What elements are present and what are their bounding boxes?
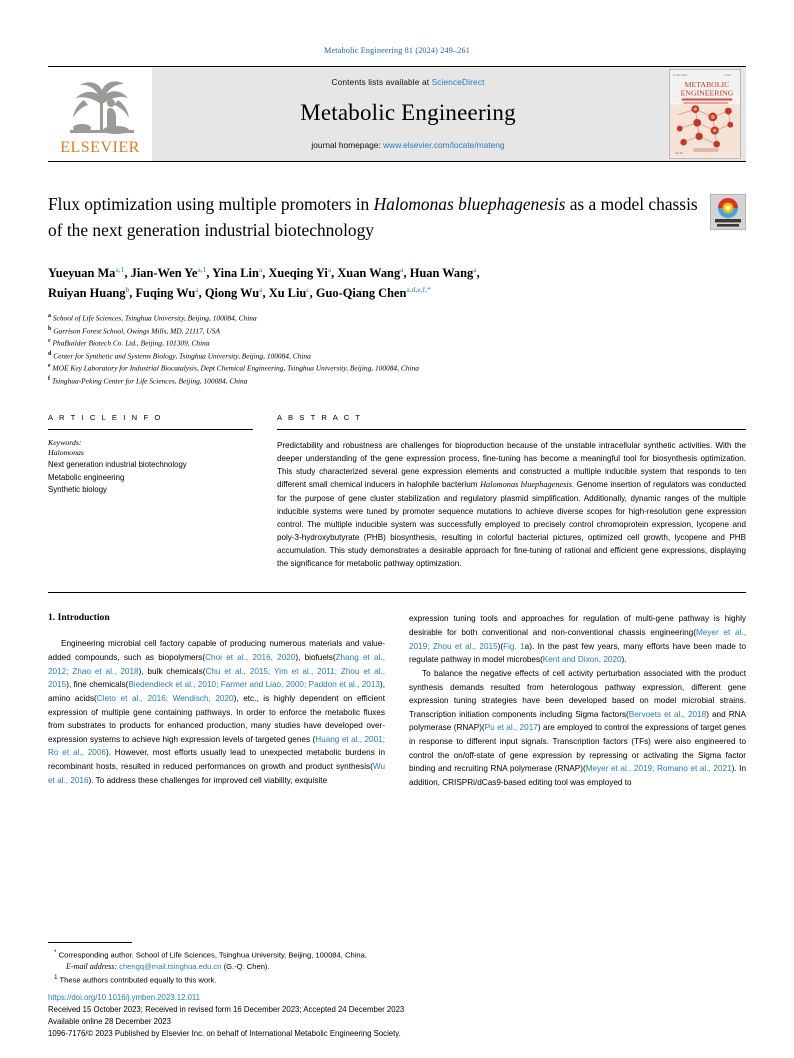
sciencedirect-link[interactable]: ScienceDirect bbox=[431, 77, 485, 87]
cover-title-line2: ENGINEERING bbox=[680, 88, 734, 98]
title-row bbox=[48, 192, 746, 243]
email-link[interactable]: chengq@mail.tsinghua.edu.cn bbox=[119, 961, 222, 971]
author-affil-marker: a bbox=[195, 285, 199, 295]
citation-link[interactable]: Bervoets et al., 2018 bbox=[628, 709, 707, 719]
journal-title: Metabolic Engineering bbox=[300, 100, 516, 125]
abstract-part-1: Predictability and robustness are challenges for bioproduction because of the unstable intracellular synthetic activities. With the deeper understanding of the gene expression process, fine-tuning has become a meaningful tool for biosynthesis optimization. This study characterized several gene expression elements and constructed a multiple inducible system that responds to ten different small chemical inducers in halophile bacterium bbox=[277, 441, 746, 490]
body-text: expression tuning tools and approaches for regulation of multi-gene pathway is highly desirable for both conventional and non-conventional chassis engineering( bbox=[409, 614, 746, 638]
author-item: Qiong Wu$^a$, bbox=[204, 285, 269, 301]
body-text: Engineering microbial cell factory capable of producing numerous materials and value-added compounds, such as biopolymers( bbox=[48, 639, 385, 663]
journal-cover-cell bbox=[664, 67, 746, 161]
author-name: Fuqing Wu bbox=[135, 286, 196, 301]
author-affil-marker: b bbox=[125, 285, 130, 295]
body-text: ), amino acids( bbox=[48, 680, 385, 703]
affiliation-marker: b bbox=[48, 325, 52, 332]
elsevier-logo-cell bbox=[48, 67, 152, 161]
corresponding-text: Corresponding author. School of Life Sciences, Tsinghua University, Beijing, 100084, China. bbox=[58, 950, 367, 960]
author-item: Jian-Wen Ye$^{a,1}$, bbox=[130, 265, 213, 281]
author-affil-marker: a,1 bbox=[115, 265, 125, 275]
citation-link[interactable]: Pu et al., 2017 bbox=[484, 723, 538, 733]
copyright-line: 1096-7176/© 2023 Published by Elsevier Inc. on behalf of International Metabolic Engineering Society. bbox=[48, 1028, 401, 1038]
author-affil-marker: a bbox=[400, 265, 404, 275]
body-text: ), etc., is highly dependent on efficient expression of multiple gene containing pathways. In order to enforce the metabolic fluxes from substrates to products for enhanced production, many studies have developed over-expression systems to achieve high expression levels of targeted genes ( bbox=[48, 693, 386, 744]
affiliation-marker: c bbox=[48, 338, 51, 345]
intro-paragraph-right-2 bbox=[409, 667, 746, 789]
body-text: ) and RNA polymerase (RNAP)( bbox=[409, 709, 747, 733]
body-text: ). bbox=[621, 655, 627, 665]
affiliation-text: Garrison Forest School, Owings Mills, MD, 21117, USA bbox=[53, 326, 220, 336]
body-columns bbox=[48, 612, 746, 789]
body-divider bbox=[48, 592, 746, 593]
keyword-item: Synthetic biology bbox=[48, 485, 107, 494]
author-item: Huan Wang$^a$, bbox=[409, 265, 480, 281]
svg-text:ISSN: ISSN bbox=[724, 73, 732, 78]
citation-link[interactable]: Kent and Dixon, 2020 bbox=[542, 655, 622, 665]
abstract-label: A B S T R A C T bbox=[277, 413, 363, 423]
elsevier-wordmark: ELSEVIER bbox=[60, 139, 140, 156]
affiliation-item bbox=[48, 312, 746, 324]
footnote-equal-contribution bbox=[48, 973, 508, 986]
journal-homepage-link[interactable]: www.elsevier.com/locate/mateng bbox=[383, 140, 505, 150]
body-text: ). In addition, CRISPRi/dCas9-based editing tool was employed to bbox=[409, 764, 746, 787]
affiliation-item bbox=[48, 362, 746, 374]
email-label: E-mail address: bbox=[66, 961, 118, 971]
corresponding-marker: * bbox=[54, 948, 57, 956]
body-text: ). However, most efforts usually lead to unexpected metabolic burdens in recombinant hosts, resulted in reduced performances on growth and product synthesis( bbox=[48, 748, 385, 771]
affiliation-item bbox=[48, 375, 746, 387]
author-item: Yina Lin$^a$, bbox=[212, 265, 269, 281]
body-column-right bbox=[409, 612, 746, 789]
equal-contrib-marker: 1 bbox=[54, 973, 58, 981]
author-affil-marker: a,1 bbox=[197, 265, 207, 275]
available-online: Available online 28 December 2023 bbox=[48, 1016, 171, 1026]
affiliation-text: PhaBuilder Biotech Co. Ltd., Beijing, 101309, China bbox=[52, 338, 210, 348]
keywords-heading: Keywords: bbox=[48, 438, 82, 448]
author-affil-marker: a bbox=[258, 265, 263, 275]
crossmark-check-for-updates-badge[interactable] bbox=[710, 194, 746, 230]
body-column-left bbox=[48, 612, 385, 789]
citation-link[interactable]: Chu et al., 2015; Yim et al., 2011; Zhou et al., 2015 bbox=[48, 666, 385, 690]
author-item: Ruiyan Huang$^b$, bbox=[48, 285, 136, 301]
abstract-rule bbox=[277, 429, 746, 430]
banner-center bbox=[152, 67, 664, 161]
author-affil-marker: a bbox=[259, 285, 263, 295]
affiliation-text: Tsinghua-Peking Center for Life Sciences, Beijing, 100084, China bbox=[51, 376, 248, 386]
citation-link[interactable]: Meyer et al., 2019; Zhou et al., 2015 bbox=[409, 628, 746, 651]
doi-link[interactable]: https://doi.org/10.1016/j.ymben.2023.12.011 bbox=[48, 992, 201, 1002]
author-affil-marker: c bbox=[306, 285, 310, 295]
abstract-text bbox=[277, 439, 746, 570]
homepage-line bbox=[311, 140, 504, 150]
body-text: )( bbox=[497, 641, 504, 651]
running-head: Metabolic Engineering 81 (2024) 249–261 bbox=[324, 46, 470, 55]
abstract-column bbox=[277, 413, 746, 570]
cover-title-line1: METABOLIC bbox=[684, 79, 730, 89]
author-item bbox=[316, 286, 431, 300]
affiliation-marker: f bbox=[48, 375, 50, 382]
affiliation-text: MOE Key Laboratory for Industrial Biocatalysis, Dept Chemical Engineering, Tsinghua University, Beijing, 100084, China bbox=[52, 363, 419, 373]
author-name: Xu Liu bbox=[268, 286, 307, 301]
abstract-part-2: . Genome insertion of regulators was conducted for the purpose of gene cluster stabilization and regulatory plasmid simplification. Additionally, dynamic ranges of the multiple inducible systems were tuned by promoter sequence mutations to achieve diverse scopes for high-resolution gene expression control. The multiple inducible system was successfully employed to precisely control chromoprotein expression, lycopene and poly-3-hydroxybutyrate (PHB) biosynthesis, resulting in colorful bacterial pictures, optimized cell growth, lycopene and PHB accumulation. This study demonstrates a desirable approach for fine-tuning of rational and efficient gene expressions, displaying the significance for metabolic pathway optimization. bbox=[277, 480, 746, 569]
author-name: Ruiyan Huang bbox=[48, 286, 126, 301]
affiliation-marker: a bbox=[48, 313, 51, 320]
footnote-rule bbox=[48, 942, 132, 943]
intro-paragraph-left bbox=[48, 637, 385, 787]
author-name: Xueqing Yi bbox=[268, 266, 328, 281]
citation-link[interactable]: Biedendieck et al., 2010; Farmer and Liao, 2000; Paddon et al., 2013 bbox=[128, 680, 380, 690]
author-item: Xuan Wang$^a$, bbox=[337, 265, 410, 281]
journal-banner bbox=[48, 66, 746, 162]
body-text: ), fine chemicals( bbox=[66, 680, 129, 690]
received-dates: Received 15 October 2023; Received in revised form 16 December 2023; Accepted 24 December 2023 bbox=[48, 1004, 405, 1014]
citation-link[interactable]: Meyer et al., 2019; Romano et al., 2021 bbox=[585, 764, 732, 774]
affiliation-list bbox=[48, 312, 746, 387]
citation-link[interactable]: Wu et al., 2016 bbox=[48, 761, 385, 785]
svg-text:Vol 81: Vol 81 bbox=[674, 150, 683, 155]
affiliation-item bbox=[48, 325, 746, 337]
author-name: Guo-Qiang Chen bbox=[315, 286, 407, 301]
author-name: Huan Wang bbox=[409, 266, 474, 281]
author-affil-marker: a bbox=[327, 265, 332, 275]
citation-link[interactable]: Cleto et al., 2016; Wendisch, 2020 bbox=[96, 693, 234, 703]
footnotes-block bbox=[48, 942, 508, 986]
author-list bbox=[48, 263, 746, 303]
abstract-organism: Halomonas bluephagenesis bbox=[480, 480, 572, 490]
author-item: Xueqing Yi$^a$, bbox=[268, 265, 338, 281]
body-text: To balance the negative effects of cell activity perturbation associated with the product synthesis demands resulted from heterologous pathway expression, different gene expression tuning strategies have been developed based on model microbial strains. Transcription initiation components including Sigma factors( bbox=[409, 668, 746, 719]
email-owner: (G.-Q. Chen). bbox=[223, 961, 270, 971]
citation-link[interactable]: Huang et al., 2001; Ro et al., 2006 bbox=[48, 734, 385, 758]
author-affil-marker: a bbox=[473, 265, 477, 275]
contents-line bbox=[331, 77, 484, 87]
author-name: Yina Lin bbox=[212, 266, 259, 281]
equal-contrib-text: These authors contributed equally to this work. bbox=[59, 975, 217, 985]
article-info-rule bbox=[48, 429, 253, 430]
info-abstract-block bbox=[48, 413, 746, 570]
author-item: Xu Liu$^c$, bbox=[268, 285, 316, 301]
affiliation-marker: d bbox=[48, 350, 52, 357]
footnote-email bbox=[48, 961, 508, 973]
title-part-2: as a model chassis of the next generation industrial biotechnology bbox=[48, 194, 698, 240]
author-name: Qiong Wu bbox=[204, 286, 260, 301]
elsevier-tree-logo bbox=[54, 72, 146, 156]
affiliation-text: School of Life Sciences, Tsinghua University, Beijing, 100084, China bbox=[52, 313, 257, 323]
author-name: Jian-Wen Ye bbox=[130, 266, 198, 281]
affiliation-text: Center for Synthetic and Systems Biology, Tsinghua University, Beijing, 100084, China bbox=[53, 351, 311, 361]
svg-text:ELSEVIER: ELSEVIER bbox=[672, 73, 688, 78]
author-name: Yueyuan Ma bbox=[48, 266, 116, 281]
title-part-1: Flux optimization using multiple promoters in bbox=[48, 194, 374, 214]
author-affil-marker: a,d,e,f,* bbox=[406, 285, 431, 295]
section-heading-introduction: 1. Introduction bbox=[48, 612, 110, 624]
affiliation-item bbox=[48, 337, 746, 349]
author-name: Xuan Wang bbox=[337, 266, 401, 281]
title-organism: Halomonas bluephagenesis bbox=[373, 194, 566, 214]
citation-link[interactable]: Zhang et al., 2012; Zhao et al., 2018 bbox=[48, 653, 385, 676]
body-text: ), biofuels( bbox=[295, 653, 336, 663]
body-text: a). In the past few years, many efforts have been made to regulate pathway in model microbes( bbox=[409, 641, 747, 665]
contents-prefix: Contents lists available at bbox=[331, 77, 432, 87]
citation-link[interactable]: Fig. 1 bbox=[503, 641, 525, 651]
article-info-label: A R T I C L E I N F O bbox=[48, 413, 163, 423]
author-item: Yueyuan Ma$^{a,1}$, bbox=[48, 265, 131, 281]
affiliation-marker: e bbox=[48, 363, 51, 370]
footer-metadata bbox=[48, 992, 568, 1040]
intro-paragraph-right-1 bbox=[409, 612, 746, 666]
article-info-column bbox=[48, 413, 253, 570]
body-text: ), bulk chemicals( bbox=[138, 666, 206, 676]
body-text: ). To address these challenges for improved cell viability, exquisite bbox=[88, 775, 328, 785]
author-item: Fuqing Wu$^a$, bbox=[135, 285, 205, 301]
keyword-item: Metabolic engineering bbox=[48, 472, 125, 482]
footnote-corresponding bbox=[48, 948, 508, 961]
affiliation-item bbox=[48, 350, 746, 362]
body-text: ) are employed to control the expressions of target genes in response to different input signals. Transcription factors (TFs) were also engineered to control the on/off-state of gene expression by repressing or activating the Sigma factor binding and recruiting RNA polymerase (RNAP)( bbox=[409, 723, 746, 774]
keyword-item: Next generation industrial biotechnology bbox=[48, 460, 187, 470]
page-title bbox=[48, 192, 700, 243]
citation-link[interactable]: Choi et al., 2016, 2020 bbox=[205, 653, 296, 663]
keyword-item: Halomonas bbox=[48, 448, 84, 458]
homepage-prefix: journal homepage: bbox=[311, 140, 384, 150]
journal-cover-thumbnail bbox=[669, 69, 741, 159]
